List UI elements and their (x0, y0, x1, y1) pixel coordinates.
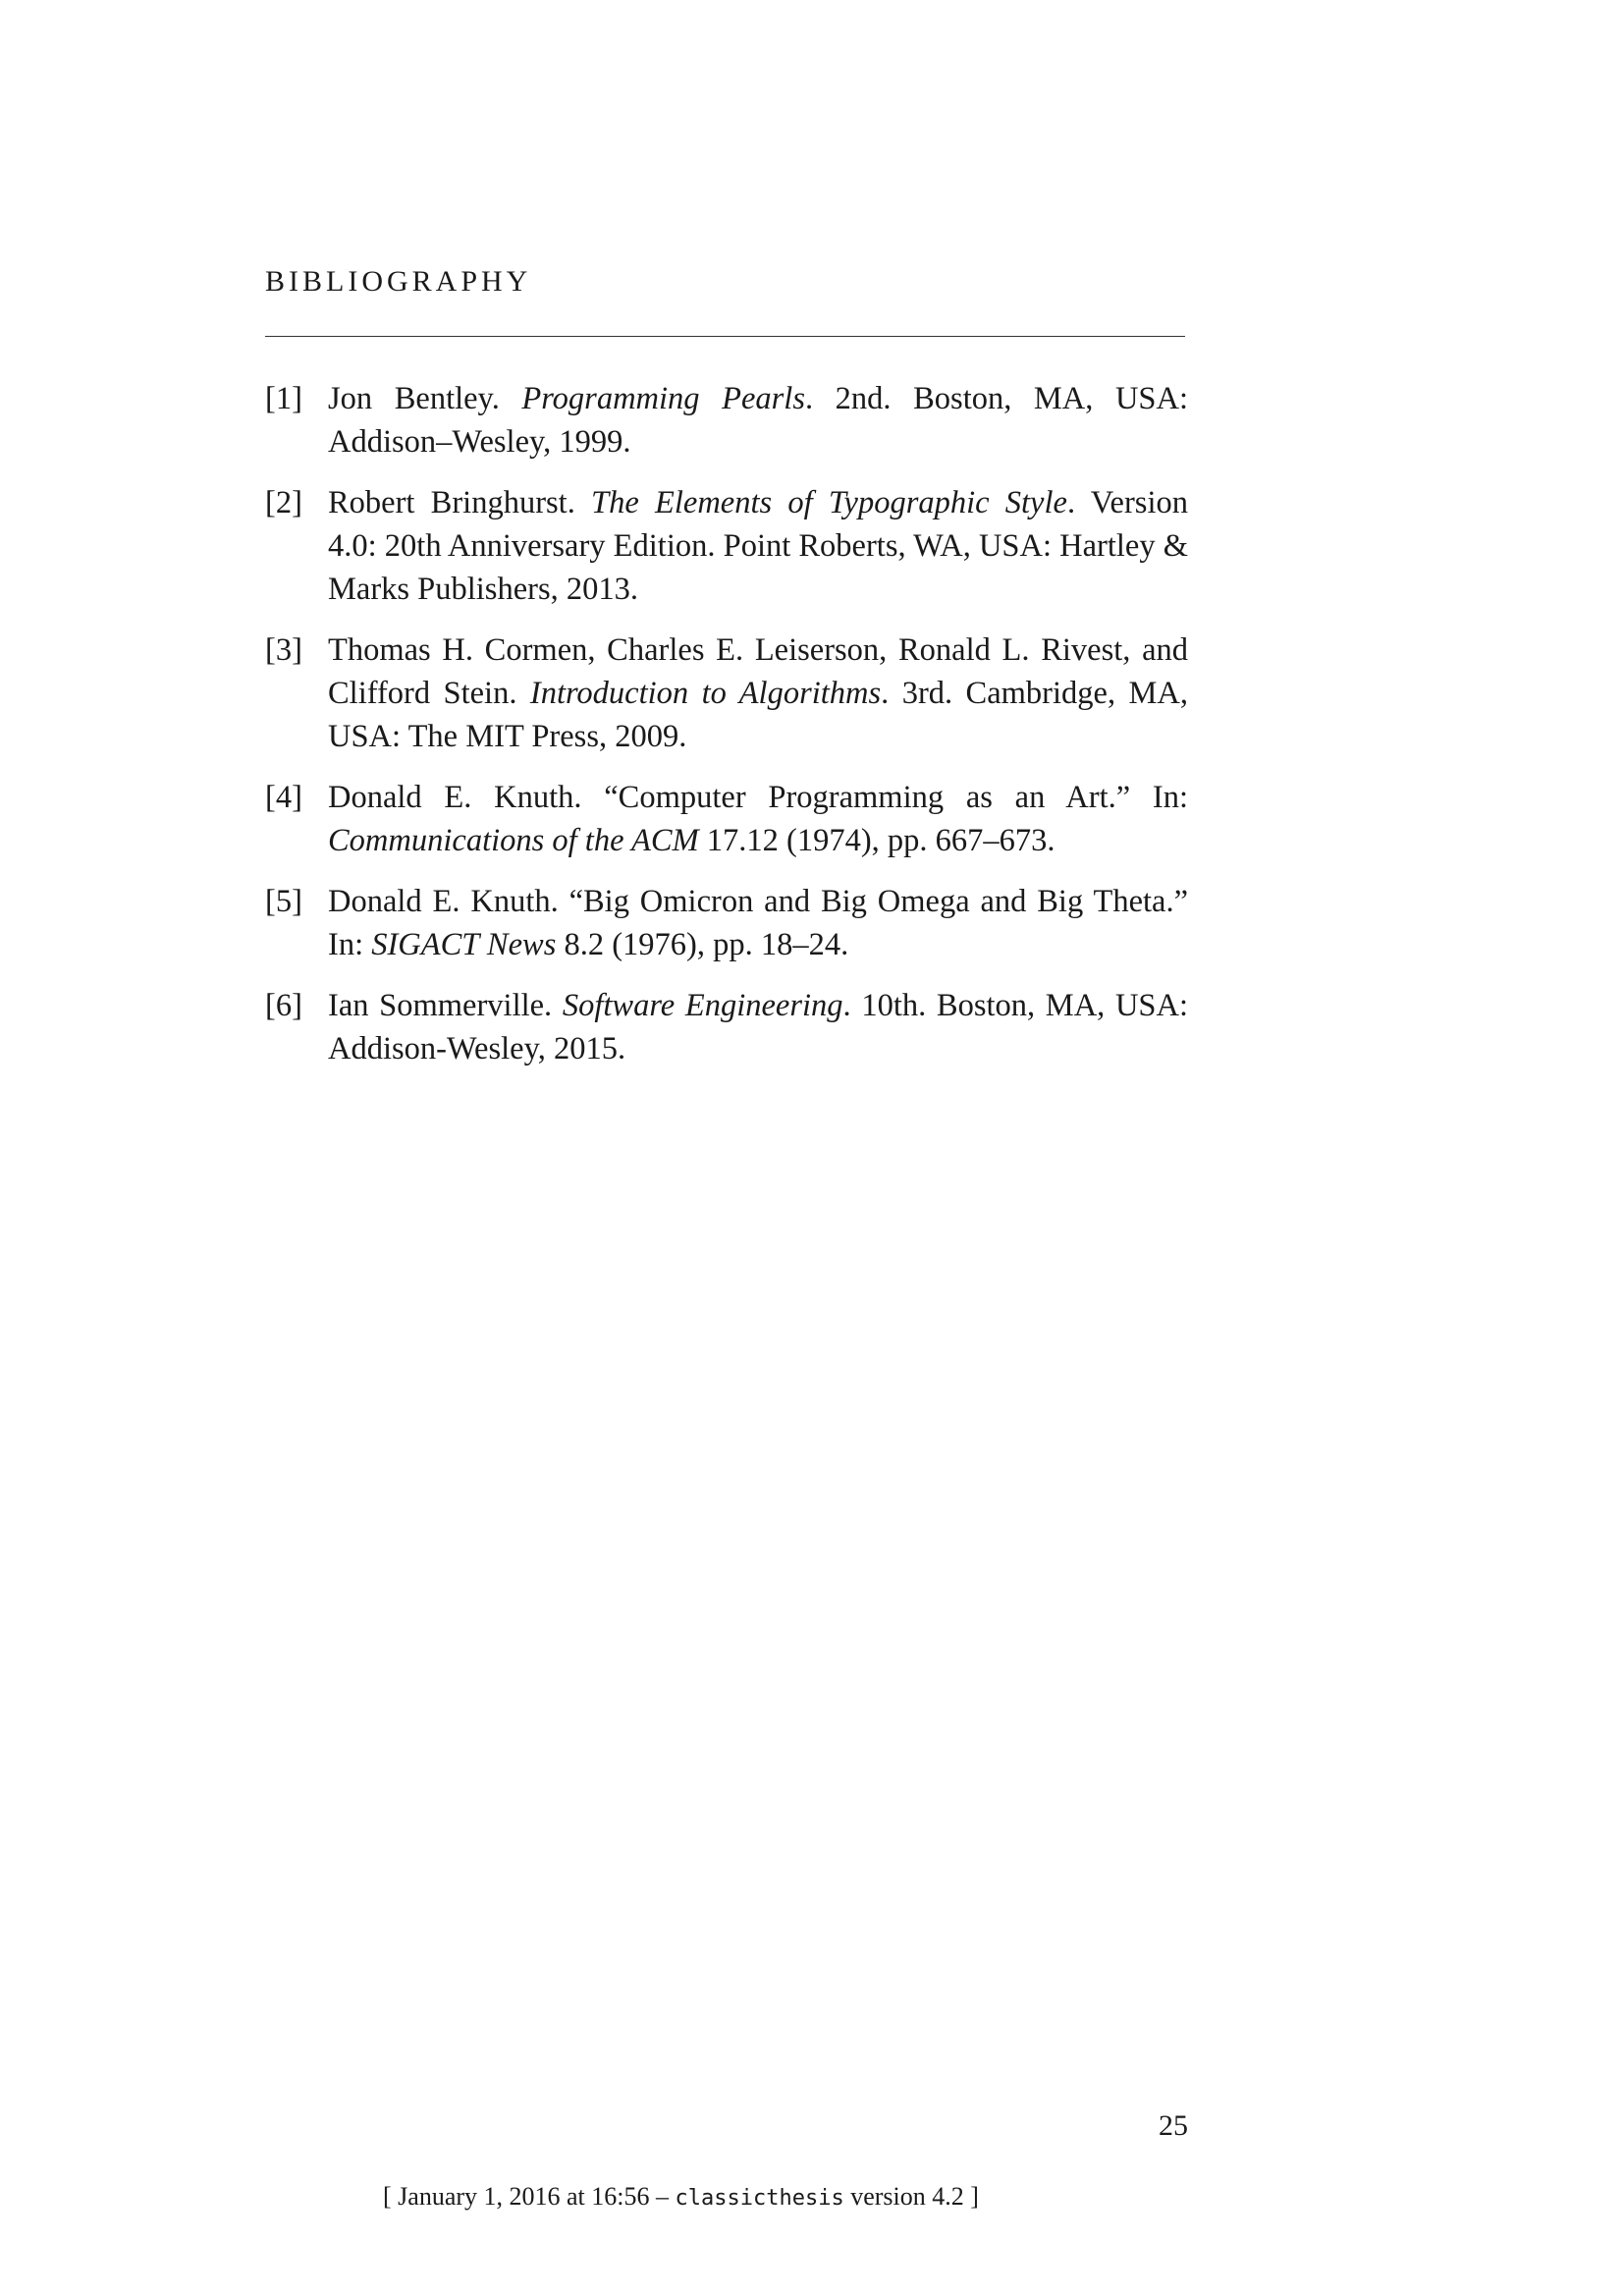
bibliography-entry (265, 629, 1188, 758)
entry-label: [4] (265, 780, 302, 815)
running-head: BIBLIOGRAPHY (265, 265, 532, 298)
entry-title: Communications of the ACM (328, 823, 699, 858)
entry-label: [2] (265, 485, 302, 520)
entry-author: Thomas H. Cormen, Charles E. Leiserson, Ronald L. Rivest, and Clifford Stein. (328, 632, 1188, 711)
entry-author: Donald E. Knuth. “Computer Programming as an Art.” In: (328, 780, 1188, 815)
entry-details: . 2nd. Boston, MA, USA: Addison–Wesley, 1999. (328, 381, 1189, 460)
footer-version: version 4.2 ] (843, 2182, 979, 2211)
entry-title: Introduction to Algorithms (529, 676, 882, 711)
bibliography-entry (265, 984, 1188, 1070)
entry-label: [1] (265, 381, 302, 416)
entry-title: SIGACT News (371, 927, 557, 962)
entry-author: Robert Bringhurst. (328, 485, 592, 520)
entry-author: Donald E. Knuth. “Big Omicron and Big Omega and Big Theta.” In: (328, 884, 1188, 962)
entry-details: . 3rd. Cambridge, MA, USA: The MIT Press, 2009. (328, 676, 1188, 754)
footer-package-name: classicthesis (675, 2186, 844, 2211)
entry-text (328, 776, 1188, 862)
header-rule (265, 336, 1185, 337)
entry-text (328, 629, 1188, 758)
bibliography-list (265, 377, 1188, 1088)
entry-title: Programming Pearls (521, 381, 805, 416)
entry-text (328, 984, 1188, 1070)
bibliography-entry (265, 481, 1188, 611)
entry-text (328, 880, 1188, 966)
entry-label: [5] (265, 884, 302, 919)
entry-text (328, 377, 1188, 464)
footer-line (383, 2182, 1011, 2212)
entry-title: Software Engineering (562, 988, 843, 1023)
bibliography-entry (265, 377, 1188, 464)
entry-details: . 10th. Boston, MA, USA: Addison-Wesley, 2015. (328, 988, 1188, 1066)
bibliography-entry (265, 880, 1188, 966)
entry-author: Jon Bentley. (328, 381, 522, 416)
entry-details: 8.2 (1976), pp. 18–24. (556, 927, 849, 962)
bibliography-entry (265, 776, 1188, 862)
page-number: 25 (1159, 2109, 1188, 2142)
entry-label: [3] (265, 632, 302, 668)
footer-date: [ January 1, 2016 at 16:56 – (383, 2182, 676, 2211)
entry-text (328, 481, 1188, 611)
entry-label: [6] (265, 988, 302, 1023)
entry-details: . Version 4.0: 20th Anniversary Edition. Point Roberts, WA, USA: Hartley & Marks Publishers, 2013. (328, 485, 1188, 607)
entry-author: Ian Sommerville. (328, 988, 563, 1023)
entry-title: The Elements of Typographic Style (591, 485, 1067, 520)
entry-details: 17.12 (1974), pp. 667–673. (698, 823, 1055, 858)
